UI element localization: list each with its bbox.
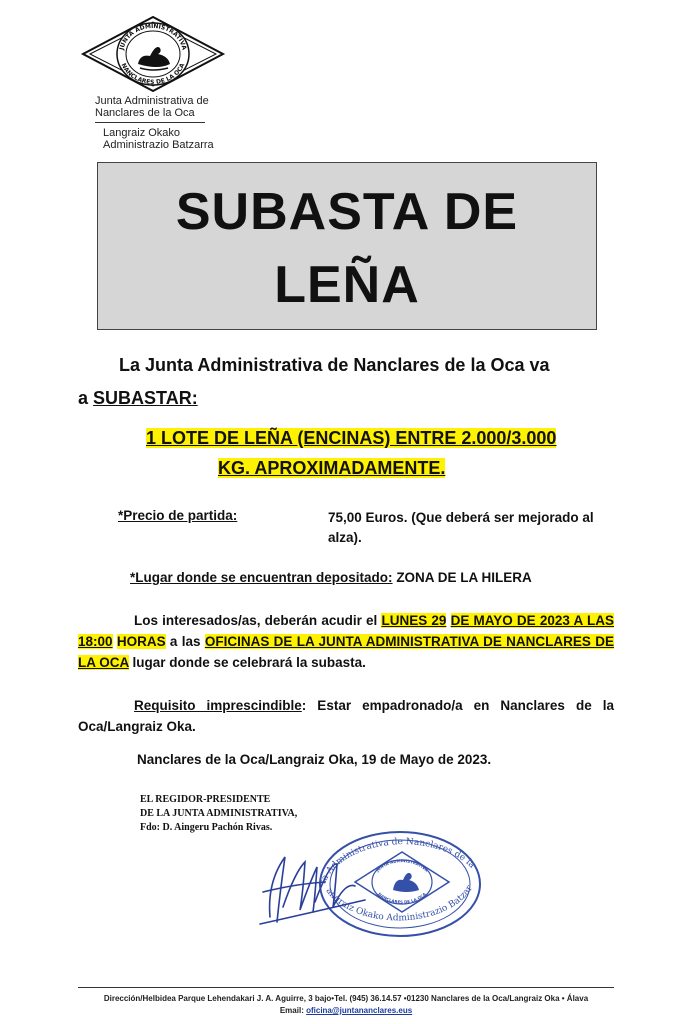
conv-text-after: lugar donde se celebrará la subasta. [132,655,366,670]
precio-label: *Precio de partida: [118,508,238,523]
lot-line-1 [146,428,556,449]
footer-email-link[interactable]: oficina@juntananclares.eus [306,1006,413,1015]
svg-text:Junta Administrativa de Nancla: ta Administrativa de Nanclares de la [318,837,477,886]
lugar-row [130,570,532,585]
title-line-1: SUBASTA DE [175,183,519,241]
footer-divider [78,987,614,988]
org-line-1: Junta Administrativa de [95,95,209,107]
requisito-label: Requisito imprescindible [134,698,302,713]
document-date: Nanclares de la Oca/Langraiz Oka, 19 de Mayo de 2023. [137,752,492,767]
conv-text-before: Los interesados/as, deberán acudir el [134,613,378,628]
svg-text:Langraiz Okako Administrazio B: angraiz Okako Administrazio Batzar [323,883,475,924]
svg-text:JUNTA ADMINISTRATIVA: JUNTA ADMINISTRATIVA [118,22,188,51]
footer-email-row [78,1006,614,1015]
lot-text-2: KG. APROXIMADAMENTE. [218,458,446,478]
svg-text:NANCLARES DE LA OCA: NANCLARES DE LA OCA [119,62,187,87]
lot-line-2 [218,458,445,479]
intro-subastar: SUBASTAR: [93,388,198,408]
org-name-eu [103,127,214,151]
footer-address: Dirección/Helbidea Parque Lehendakari J. A. Aguirre, 3 bajo•Tel. (945) 36.14.57 •01230 Nanclares de la Oca/Langraiz Oka • Álava [103,994,589,1003]
official-stamp [255,822,485,942]
org-eu-line-1: Langraiz Okako [103,127,181,139]
conv-text-mid: a las [169,634,201,649]
lugar-value: ZONA DE LA HILERA [396,570,532,585]
title-box [97,162,597,330]
org-line-2: Nanclares de la Oca [95,107,195,119]
firma-line-1: EL REGIDOR-PRESIDENTE [140,794,271,805]
junta-logo [78,14,228,94]
title-line-2: LEÑA [274,256,420,314]
conv-place: OFICINAS DE LA JUNTA ADMINISTRATIVA DE NANCLARES DE LA OCA [78,634,614,670]
intro-line-2 [78,388,198,409]
lot-text-1: 1 LOTE DE LEÑA (ENCINAS) ENTRE 2.000/3.000 [146,428,557,448]
svg-text:JUNTA ADMINISTRATIVA: JUNTA ADMINISTRATIVA [374,858,430,873]
org-eu-line-2: Administrazio Batzarra [103,139,214,151]
convocatoria-paragraph [78,610,614,673]
conv-horas: HORAS [116,634,166,649]
conv-date: LUNES 29 [381,613,447,628]
requisito-paragraph [78,695,614,737]
firma-line-2: DE LA JUNTA ADMINISTRATIVA, [140,808,298,819]
firma-line-3: Fdo: D. Aingeru Pachón Rivas. [140,822,273,833]
intro-line-1: La Junta Administrativa de Nanclares de la Oca va [119,355,550,375]
precio-value: 75,00 Euros. (Que deberá ser mejorado al alza). [328,510,594,545]
svg-text:NANCLARES DE LA OCA: NANCLARES DE LA OCA [377,891,427,905]
footer-email-label: Email: [279,1006,304,1015]
intro-prefix: a [78,388,89,408]
conv-date-2: DE MAYO DE 2023 A LAS 18:00 [78,613,614,649]
lugar-label: *Lugar donde se encuentran depositado: [130,570,393,585]
requisito-text: : Estar empadronado/a en Nanclares de la Oca/Langraiz Oka. [78,698,614,734]
org-name-es [95,95,209,119]
org-divider [95,122,205,123]
